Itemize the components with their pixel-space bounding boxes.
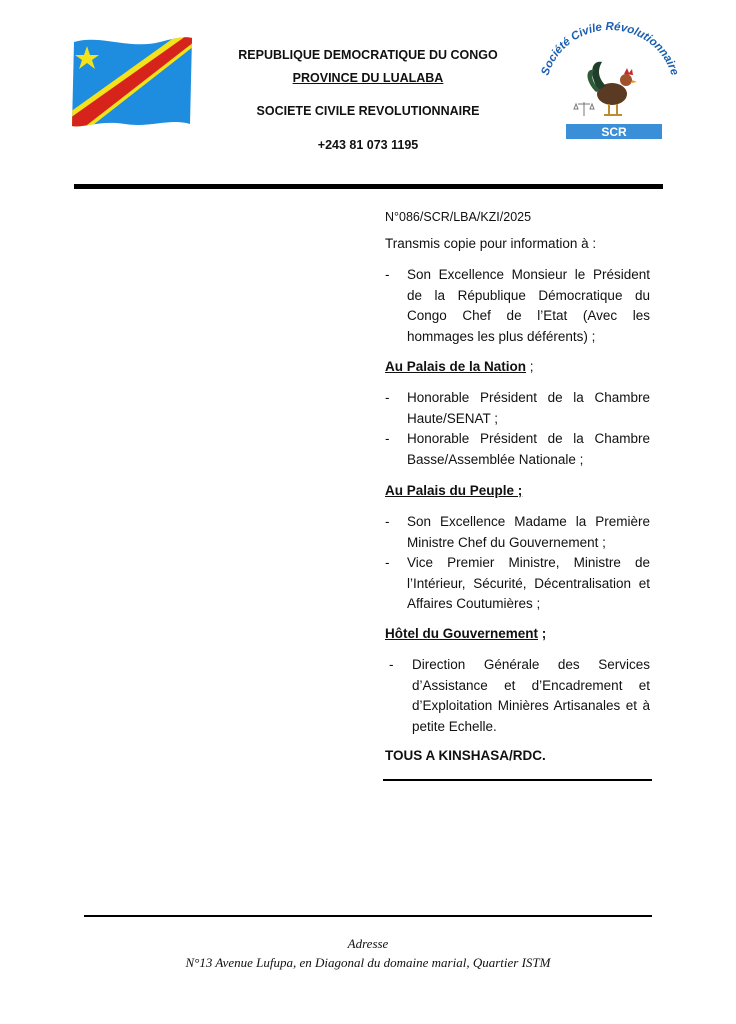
header-organization: SOCIETE CIVILE REVOLUTIONNAIRE: [256, 104, 480, 118]
heading-text: Au Palais du Peuple ;: [385, 483, 523, 498]
footer-label: Adresse: [347, 936, 389, 951]
list-item-text: Direction Générale des Services d’Assistance et d’Encadrement et d’Exploitation Minières Artisanales et à petite Echelle.: [412, 657, 650, 734]
intro-line: Transmis copie pour information à :: [385, 236, 597, 251]
section-heading-palais-peuple: [385, 483, 522, 498]
logo-acronym: SCR: [601, 125, 627, 139]
list-dash: -: [385, 431, 390, 446]
heading-suffix: ;: [538, 626, 547, 641]
closing-line: TOUS A KINSHASA/RDC.: [385, 748, 546, 763]
section-heading-palais-nation: [385, 359, 534, 374]
list-dash: -: [389, 657, 394, 672]
footer-divider: [84, 915, 652, 917]
list-item-text: Honorable Président de la Chambre Haute/SENAT ;: [407, 390, 650, 426]
header-divider: [74, 184, 663, 189]
list-dash: -: [385, 514, 390, 529]
header-country: REPUBLIQUE DEMOCRATIQUE DU CONGO: [238, 48, 498, 62]
scr-logo: [536, 20, 684, 144]
heading-suffix: ;: [526, 359, 534, 374]
header-province: PROVINCE DU LUALABA: [292, 71, 444, 85]
section-heading-hotel: [385, 626, 546, 641]
footer-address: N°13 Avenue Lufupa, en Diagonal du domaine marial, Quartier ISTM: [185, 955, 551, 970]
logo-arc-text: Société Civile Révolutionnaire: [539, 20, 681, 77]
list-item-text: Son Excellence Monsieur le Président de la République Démocratique du Congo Chef de l’Etat (Avec les hommages les plus déférents) ;: [407, 267, 650, 344]
header-phone: +243 81 073 1195: [317, 138, 419, 152]
reference-number: N°086/SCR/LBA/KZI/2025: [385, 210, 532, 224]
list-dash: -: [385, 390, 390, 405]
list-item-text: Vice Premier Ministre, Ministre de l’Intérieur, Sécurité, Décentralisation et Affaires Coutumières ;: [407, 555, 650, 611]
list-dash: -: [385, 555, 390, 570]
drc-flag-image: [70, 32, 194, 132]
list-item-text: Son Excellence Madame la Première Ministre Chef du Gouvernement ;: [407, 514, 650, 550]
list-item-text: Honorable Président de la Chambre Basse/Assemblée Nationale ;: [407, 431, 650, 467]
rooster-icon: [588, 62, 638, 116]
heading-text: Au Palais de la Nation: [385, 359, 527, 374]
closing-divider: [383, 779, 652, 781]
heading-text: Hôtel du Gouvernement: [385, 626, 539, 641]
list-dash: -: [385, 267, 390, 282]
